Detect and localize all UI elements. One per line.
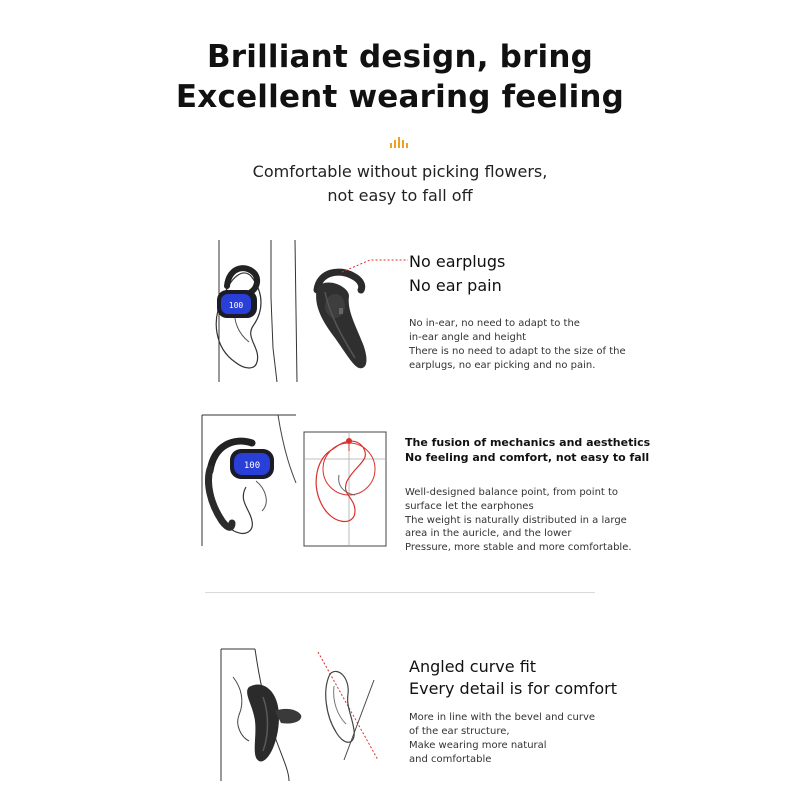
feature-2-desc-5: Pressure, more stable and more comfortable. [405,542,632,553]
feature-2-desc-3: The weight is naturally distributed in a large [405,515,627,526]
ear-curve-diagram [316,650,380,762]
sound-wave-icon [389,137,411,149]
feature-1-desc-3: There is no need to adapt to the size of the [409,346,626,357]
subtitle-line-1: Comfortable without picking flowers, [252,162,548,181]
feature-3-desc-3: Make wearing more natural [409,740,547,751]
display-digits: 100 [228,301,244,310]
feature-3-desc-1: More in line with the bevel and curve [409,712,596,723]
ear-wearing-illustration-1 [205,238,305,383]
ear-wearing-illustration-2 [200,413,298,548]
balance-point-diagram [303,431,388,547]
callout-leader-line [340,254,410,274]
feature-2-desc-4: area in the auricle, and the lower [405,528,572,539]
feature-1-title-1: No earplugs [409,252,506,271]
feature-1-desc-2: in-ear angle and height [409,332,527,343]
feature-3-title-2: Every detail is for comfort [409,679,618,698]
feature-3-desc-2: of the ear structure, [409,726,510,737]
subtitle-line-2: not easy to fall off [327,186,473,205]
headline-line-1: Brilliant design, bring [206,39,594,75]
headline-line-2: Excellent wearing feeling [175,79,625,115]
feature-1-title-2: No ear pain [409,276,502,295]
section-divider [205,592,595,593]
ear-angle-illustration [219,647,319,783]
display-digits-2: 100 [243,461,261,471]
feature-1-desc-1: No in-ear, no need to adapt to the [409,318,580,329]
feature-2-title-2: No feeling and comfort, not easy to fall [405,451,650,464]
feature-2-desc-2: surface let the earphones [405,501,534,512]
feature-1-desc-4: earplugs, no ear picking and no pain. [409,360,596,371]
feature-3-title-1: Angled curve fit [409,657,537,676]
feature-2-title-1: The fusion of mechanics and aesthetics [405,436,651,449]
earphone-product-image [305,262,373,374]
feature-2-desc-1: Well-designed balance point, from point to [405,487,619,498]
feature-3-desc-4: and comfortable [409,754,492,765]
